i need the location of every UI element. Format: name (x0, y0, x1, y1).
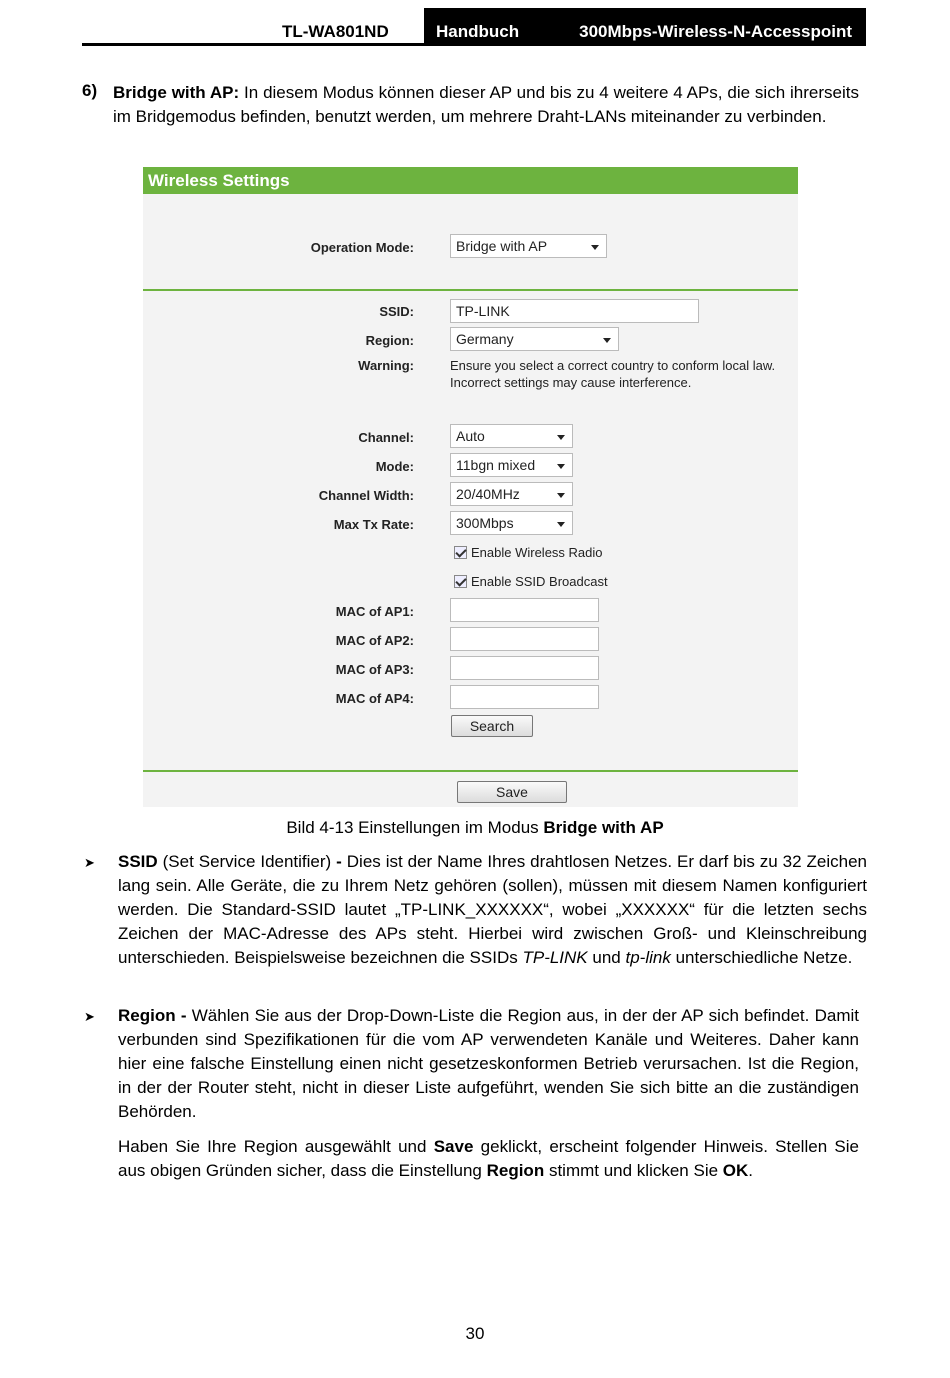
section-title: Bridge with AP: (113, 83, 240, 102)
ssid-end: unterschiedliche Netze. (675, 948, 853, 967)
ssid-bullet-paragraph (118, 850, 867, 970)
enable-wireless-radio-checkbox[interactable] (454, 545, 603, 560)
note-b: geklickt, erscheint folgender Hinweis. Stellen Sie aus obigen Gründen sicher, dass die Einstellung (118, 1137, 859, 1180)
section-number: 6) (82, 81, 98, 100)
operation-mode-select[interactable] (450, 234, 607, 258)
panel-title: Wireless Settings (143, 167, 798, 194)
mac-ap1-input[interactable] (450, 598, 599, 622)
caption-bold: Bridge with AP (543, 818, 664, 837)
search-button[interactable]: Search (451, 715, 533, 737)
ssid-label: SSID: (379, 304, 414, 319)
save-button[interactable]: Save (457, 781, 567, 803)
ssid-value: TP-LINK (456, 303, 510, 319)
max-tx-rate-label: Max Tx Rate: (333, 517, 414, 532)
warning-text (450, 357, 775, 391)
mac-ap4-label: MAC of AP4: (335, 691, 414, 706)
operation-mode-label: Operation Mode: (310, 240, 414, 255)
mode-select[interactable] (450, 453, 573, 477)
warning-line-1: Ensure you select a correct country to conform local law. (450, 358, 776, 373)
mac-ap2-input[interactable] (450, 627, 599, 651)
region-value: Germany (456, 331, 514, 347)
ssid-italic-2: tp-link (625, 948, 671, 967)
enable-ssid-broadcast-label: Enable SSID Broadcast (471, 574, 608, 589)
channel-value: Auto (456, 428, 485, 444)
chevron-down-icon (603, 338, 611, 343)
note-d: . (748, 1161, 754, 1180)
operation-mode-value: Bridge with AP (456, 238, 548, 254)
mac-ap3-label: MAC of AP3: (335, 662, 414, 677)
ssid-dash: - (336, 852, 342, 871)
region-label: Region: (365, 333, 414, 348)
ssid-italic-1: TP-LINK (522, 948, 588, 967)
enable-ssid-broadcast-checkbox[interactable] (454, 574, 608, 589)
region-bullet-paragraph (118, 1004, 859, 1124)
mac-ap2-label: MAC of AP2: (335, 633, 414, 648)
note-region: Region (486, 1161, 545, 1180)
mode-label: Mode: (375, 459, 414, 474)
header-model: TL-WA801ND (282, 22, 389, 41)
note-save: Save (433, 1137, 474, 1156)
section-text: In diesem Modus können dieser AP und bis zu 4 weitere 4 APs, die sich ihrerseits im Bridgemodus befinden, benutzt werden, um mehrere Draht-LANs miteinander zu verbinden. (113, 83, 859, 126)
max-tx-rate-select[interactable] (450, 511, 573, 535)
channel-label: Channel: (358, 430, 414, 445)
chevron-down-icon (557, 522, 565, 527)
chevron-down-icon (557, 464, 565, 469)
region-term: Region - (118, 1006, 187, 1025)
channel-width-label: Channel Width: (318, 488, 414, 503)
chevron-down-icon (557, 435, 565, 440)
warning-line-2: Incorrect settings may cause interference. (450, 375, 692, 390)
header-manual: Handbuch (436, 22, 520, 41)
ssid-term: SSID (118, 852, 158, 871)
mode-value: 11bgn mixed (456, 457, 536, 473)
arrowhead-bullet-icon: ➤ (84, 855, 95, 870)
ssid-input[interactable] (450, 299, 699, 323)
max-tx-rate-value: 300Mbps (456, 515, 514, 531)
mac-ap3-input[interactable] (450, 656, 599, 680)
ssid-text-1: (Set Service Identifier) (162, 852, 332, 871)
note-paragraph (118, 1135, 859, 1183)
enable-wireless-radio-label: Enable Wireless Radio (471, 545, 603, 560)
arrowhead-bullet-icon: ➤ (84, 1009, 95, 1024)
page-header (82, 8, 866, 46)
note-c: stimmt und klicken Sie (548, 1161, 719, 1180)
header-title-bar (424, 8, 866, 46)
ssid-und: und (592, 948, 621, 967)
mac-ap1-label: MAC of AP1: (335, 604, 414, 619)
warning-label: Warning: (358, 358, 414, 373)
page-number: 30 (465, 1324, 485, 1343)
header-product: 300Mbps-Wireless-N-Accesspoint (579, 22, 852, 41)
chevron-down-icon (591, 245, 599, 250)
region-select[interactable] (450, 327, 619, 351)
channel-width-value: 20/40MHz (456, 486, 520, 502)
checked-checkbox-icon (454, 575, 467, 588)
note-ok: OK (722, 1161, 749, 1180)
divider (143, 289, 798, 291)
figure-caption (0, 818, 950, 838)
ssid-text-2: Dies ist der Name Ihres drahtlosen Netzes. Er darf bis zu 32 Zeichen lang sein. Alle Geräte, die zu Ihrem Netz gehören (sollen), müssen mit diesem Namen konfiguriert werden. Die Standard-SSID lautet „TP-LINK_XXXXXX“, wobei „XXXXXX“ für die letzten sechs Zeichen der MAC-Adresse des APs steht. Hierbei wird zwischen Groß- und Kleinschreibung unterschieden. Beispielsweise bezeichnen die SSIDs (118, 852, 867, 967)
channel-select[interactable] (450, 424, 573, 448)
caption-prefix: Bild 4-13 Einstellungen im Modus (286, 818, 539, 837)
mac-ap4-input[interactable] (450, 685, 599, 709)
divider (143, 770, 798, 772)
channel-width-select[interactable] (450, 482, 573, 506)
section-paragraph (113, 81, 859, 129)
checked-checkbox-icon (454, 546, 467, 559)
note-a: Haben Sie Ihre Region ausgewählt und (118, 1137, 427, 1156)
chevron-down-icon (557, 493, 565, 498)
wireless-settings-panel (143, 167, 798, 807)
region-text: Wählen Sie aus der Drop-Down-Liste die Region aus, in der der AP sich befindet. Damit verbunden sind Spezifikationen für die vom AP verwendeten Kanäle und Weiteres. Daher kann hier eine falsche Einstellung einen nicht gesetzeskonformen Betrieb verursachen. Ist die Region, in der der Router steht, nicht in dieser Liste aufgeführt, wenden Sie sich bitte an die zuständigen Behörden. (118, 1006, 859, 1121)
